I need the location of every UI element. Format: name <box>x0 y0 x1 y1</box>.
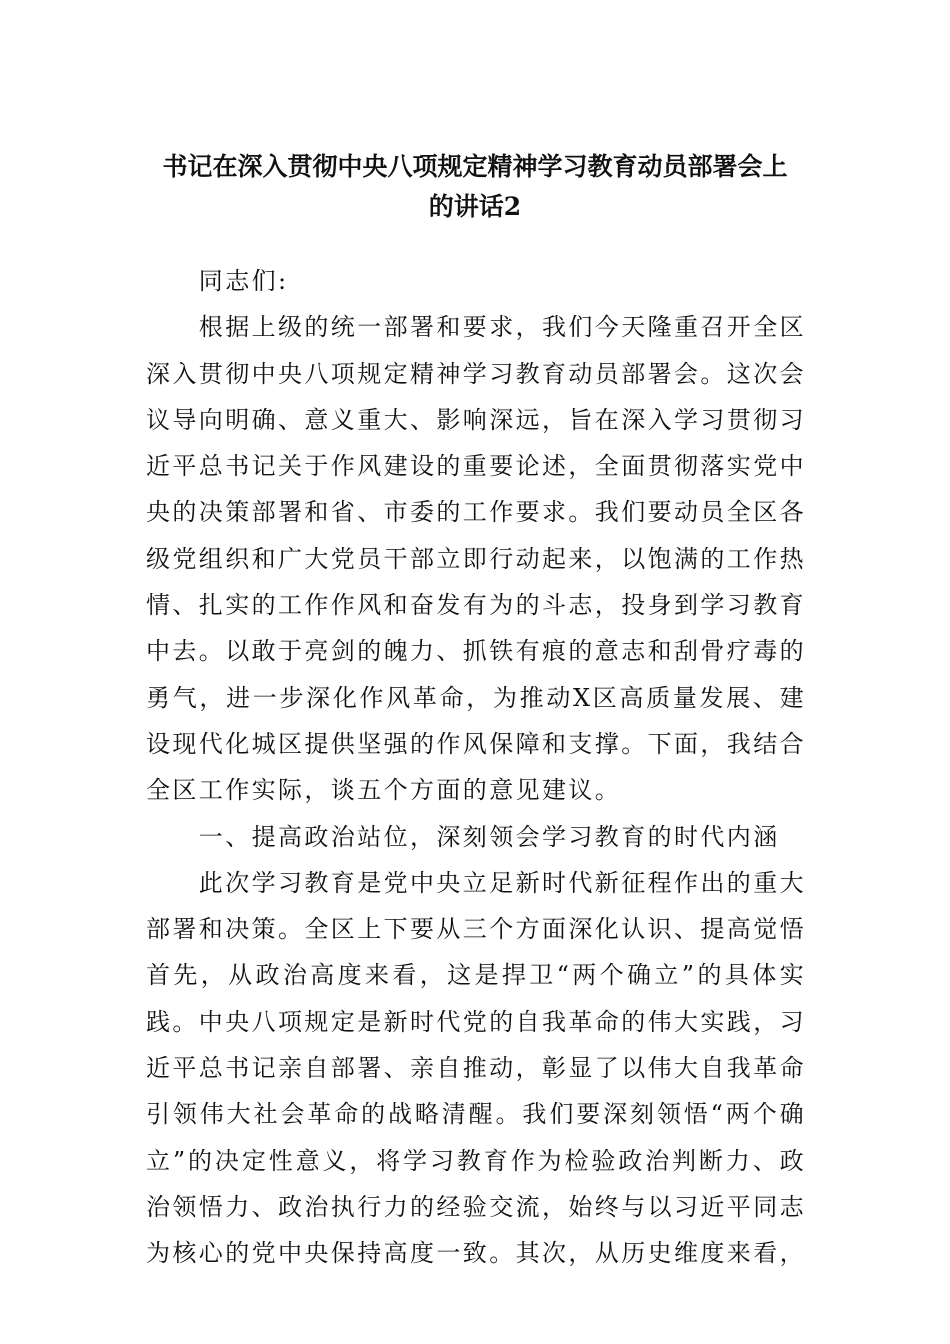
title-line-1: 书记在深入贯彻中央八项规定精神学习教育动员部署会上 <box>162 152 788 181</box>
document-body <box>146 258 806 1277</box>
salutation: 同志们: <box>198 267 289 295</box>
paragraph-intro: 根据上级的统一部署和要求，我们今天隆重召开全区深入贯彻中央八项规定精神学习教育动员部署会。这次会议导向明确、意义重大、影响深远，旨在深入学习贯彻习近平总书记关于作风建设的重要论述，全面贯彻落实党中央的决策部署和省、市委的工作要求。我们要动员全区各级党组织和广大党员干部立即行动起来，以饱满的工作热情、扎实的工作作风和奋发有为的斗志，投身到学习教育中去。以敢于亮剑的魄力、抓铁有痕的意志和刮骨疗毒的勇气，进一步深化作风革命，为推动X区高质量发展、建设现代化城区提供坚强的作风保障和支撑。下面，我结合全区工作实际，谈五个方面的意见建议。 <box>146 313 806 805</box>
document-title <box>140 147 810 227</box>
title-line-2: 的讲话2 <box>428 192 522 221</box>
section-heading-1: 一、提高政治站位，深刻领会学习教育的时代内涵 <box>198 822 780 851</box>
paragraph-section-1: 此次学习教育是党中央立足新时代新征程作出的重大部署和决策。全区上下要从三个方面深化认识、提高觉悟首先，从政治高度来看，这是捍卫“两个确立”的具体实践。中央八项规定是新时代党的自我革命的伟大实践，习近平总书记亲自部署、亲自推动，彰显了以伟大自我革命引领伟大社会革命的战略清醒。我们要深刻领悟“两个确立”的决定性意义，将学习教育作为检验政治判断力、政治领悟力、政治执行力的经验交流，始终与以习近平同志为核心的党中央保持高度一致。其次，从历史维度来看， <box>146 868 806 1268</box>
